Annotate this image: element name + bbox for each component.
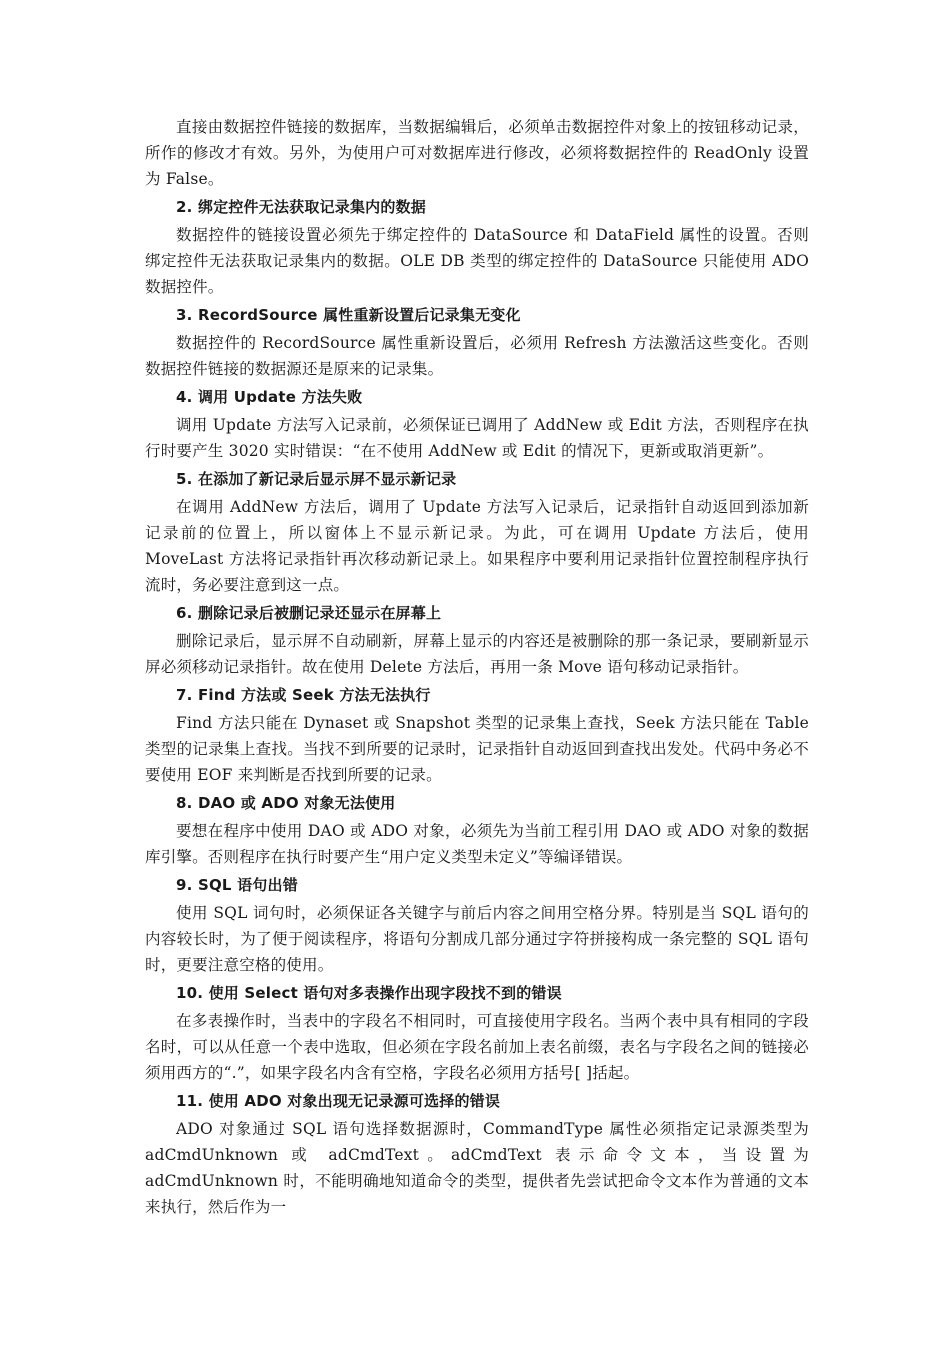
section-body-4: 调用 Update 方法写入记录前，必须保证已调用了 AddNew 或 Edit 方法，否则程序在执行时要产生 3020 实时错误：“在不使用 AddNew 或 Edit 的情况下，更新或取消更新”。 <box>145 416 809 460</box>
section-body-3: 数据控件的 RecordSource 属性重新设置后，必须用 Refresh 方法激活这些变化。否则数据控件链接的数据源还是原来的记录集。 <box>145 334 809 378</box>
section-body-7: Find 方法只能在 Dynaset 或 Snapshot 类型的记录集上查找，Seek 方法只能在 Table 类型的记录集上查找。当找不到所要的记录时，记录指针自动返回到查找出发处。代码中务必不要使用 EOF 来判断是否找到所要的记录。 <box>145 714 809 784</box>
section-body-6: 删除记录后，显示屏不自动刷新，屏幕上显示的内容还是被删除的那一条记录，要刷新显示屏必须移动记录指针。故在使用 Delete 方法后，再用一条 Move 语句移动记录指针。 <box>145 632 809 676</box>
section-heading-10: 10. 使用 Select 语句对多表操作出现字段找不到的错误 <box>176 984 562 1002</box>
section-heading-4: 4. 调用 Update 方法失败 <box>176 388 363 406</box>
section-heading-3: 3. RecordSource 属性重新设置后记录集无变化 <box>176 306 521 324</box>
section-heading-11: 11. 使用 ADO 对象出现无记录源可选择的错误 <box>176 1092 501 1110</box>
section-heading-5: 5. 在添加了新记录后显示屏不显示新记录 <box>176 470 457 488</box>
section-body-2: 数据控件的链接设置必须先于绑定控件的 DataSource 和 DataField 属性的设置。否则绑定控件无法获取记录集内的数据。OLE DB 类型的绑定控件的 DataSource 只能使用 ADO 数据控件。 <box>145 226 809 296</box>
section-heading-7: 7. Find 方法或 Seek 方法无法执行 <box>176 686 431 704</box>
intro-paragraph: 直接由数据控件链接的数据库，当数据编辑后，必须单击数据控件对象上的按钮移动记录，所作的修改才有效。另外，为使用户可对数据库进行修改，必须将数据控件的 ReadOnly 设置为 False。 <box>145 118 809 188</box>
section-body-10: 在多表操作时，当表中的字段名不相同时，可直接使用字段名。当两个表中具有相同的字段名时，可以从任意一个表中选取，但必须在字段名前加上表名前缀，表名与字段名之间的链接必须用西方的“.”，如果字段名内含有空格，字段名必须用方括号[ ]括起。 <box>145 1012 809 1082</box>
section-body-9: 使用 SQL 词句时，必须保证各关键字与前后内容之间用空格分界。特别是当 SQL 语句的内容较长时，为了便于阅读程序，将语句分割成几部分通过字符拼接构成一条完整的 SQL 语句时，更要注意空格的使用。 <box>145 904 809 974</box>
section-heading-9: 9. SQL 语句出错 <box>176 876 298 894</box>
section-heading-8: 8. DAO 或 ADO 对象无法使用 <box>176 794 396 812</box>
section-heading-6: 6. 删除记录后被删记录还显示在屏幕上 <box>176 604 442 622</box>
section-heading-2: 2. 绑定控件无法获取记录集内的数据 <box>176 198 426 216</box>
section-body-5: 在调用 AddNew 方法后，调用了 Update 方法写入记录后，记录指针自动返回到添加新记录前的位置上，所以窗体上不显示新记录。为此，可在调用 Update 方法后，使用 MoveLast 方法将记录指针再次移动新记录上。如果程序中要利用记录指针位置控制程序执行流时，务必要注意到这一点。 <box>145 498 809 594</box>
section-body-11: ADO 对象通过 SQL 语句选择数据源时，CommandType 属性必须指定记录源类型为 adCmdUnknown 或 adCmdText。adCmdText 表示命令文本，当设置为 adCmdUnknown 时，不能明确地知道命令的类型，提供者先尝试把命令文本作为普通的文本来执行，然后作为一 <box>145 1120 809 1216</box>
section-body-8: 要想在程序中使用 DAO 或 ADO 对象，必须先为当前工程引用 DAO 或 ADO 对象的数据库引擎。否则程序在执行时要产生“用户定义类型未定义”等编译错误。 <box>145 822 809 866</box>
document-page <box>145 114 809 1222</box>
